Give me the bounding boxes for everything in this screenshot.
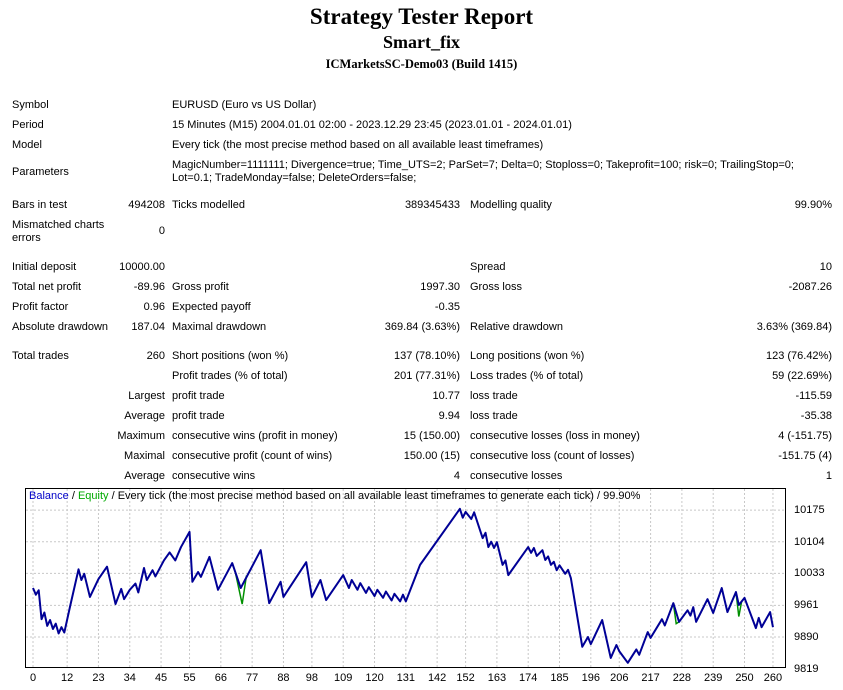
x-axis-label: 196 — [581, 672, 600, 684]
row-label: Total trades — [12, 350, 69, 362]
x-axis-label: 239 — [704, 672, 723, 684]
row-value: Average — [124, 470, 165, 482]
x-axis-label: 131 — [396, 672, 415, 684]
row-value: loss trade — [470, 410, 518, 422]
row-label: Profit factor — [12, 301, 69, 313]
x-axis-label: 0 — [29, 672, 37, 684]
row-value: 4 (-151.75) — [778, 430, 832, 442]
row-value: 4 — [453, 470, 460, 482]
report-row — [0, 350, 843, 363]
row-value: 9.94 — [438, 410, 460, 422]
report-row — [0, 301, 843, 314]
row-value: 137 (78.10%) — [393, 350, 460, 362]
balance-line — [33, 509, 773, 663]
x-axis-label: 250 — [735, 672, 754, 684]
row-value: 369.84 (3.63%) — [384, 321, 460, 333]
x-axis-label: 23 — [92, 672, 105, 684]
row-value: -115.59 — [795, 390, 832, 402]
legend-separator-2: / — [108, 490, 118, 502]
row-value: Expected payoff — [172, 301, 251, 313]
equity-legend-label: Equity — [77, 490, 109, 502]
row-value: Short positions (won %) — [172, 350, 289, 362]
row-value: consecutive wins — [172, 470, 256, 482]
row-value: Maximum — [117, 430, 165, 442]
chart-legend — [29, 490, 640, 502]
x-axis-label: 260 — [763, 672, 783, 684]
x-axis-label: 120 — [365, 672, 384, 684]
row-value: 187.04 — [131, 321, 165, 333]
row-value: 201 (77.31%) — [393, 370, 460, 382]
row-value: 10000.00 — [119, 261, 165, 273]
row-value: -0.35 — [434, 301, 460, 313]
row-label: Initial deposit — [12, 261, 77, 273]
report-title: Strategy Tester Report — [309, 4, 534, 29]
x-axis-label: 66 — [214, 672, 227, 684]
row-value: -151.75 (4) — [778, 450, 832, 462]
x-axis-label: 163 — [487, 672, 507, 684]
report-row — [0, 119, 843, 132]
row-value: Maximal drawdown — [172, 321, 267, 333]
row-value: 260 — [146, 350, 165, 362]
legend-separator: / — [68, 490, 78, 502]
report-row — [0, 99, 843, 112]
row-wide-value: MagicNumber=1111111; Divergence=true; Time_UTS=2; ParSet=7; Delta=0; Stoploss=0; Takeprofit=100; risk=0; TrailingStop=0; Lot=0.1; TradeMonday=false; DeleteOrders=false; — [172, 159, 794, 184]
report-row — [0, 139, 843, 152]
report-row — [0, 370, 843, 383]
row-value: profit trade — [172, 390, 225, 402]
balance-legend-label: Balance — [29, 490, 69, 502]
report-row — [0, 470, 843, 483]
row-value: Relative drawdown — [470, 321, 563, 333]
y-axis-label: 10175 — [794, 504, 825, 517]
row-value: Modelling quality — [470, 199, 552, 211]
report-row — [0, 261, 843, 274]
x-axis-label: 98 — [305, 672, 319, 684]
row-value: profit trade — [172, 410, 225, 422]
server-build: ICMarketsSC-Demo03 (Build 1415) — [325, 57, 518, 71]
report-row — [0, 219, 843, 244]
y-axis-label: 9961 — [794, 599, 819, 612]
row-value: 0.96 — [143, 301, 165, 313]
row-value: 1 — [825, 470, 832, 482]
row-label: Total net profit — [12, 281, 82, 293]
row-value: 10 — [819, 261, 832, 273]
x-axis-label: 77 — [246, 672, 259, 684]
row-value: consecutive losses (loss in money) — [470, 430, 640, 442]
row-wide-value: 15 Minutes (M15) 2004.01.01 02:00 - 2023.12.29 23:45 (2023.01.01 - 2024.01.01) — [172, 119, 572, 131]
y-axis-label: 9890 — [794, 631, 819, 643]
x-axis-label: 228 — [672, 672, 692, 684]
row-label: Symbol — [12, 99, 49, 111]
x-axis-label: 34 — [123, 672, 136, 684]
row-value: 1997.30 — [420, 281, 460, 293]
row-value: Ticks modelled — [172, 199, 245, 211]
row-label: Bars in test — [12, 199, 68, 211]
row-value: 0 — [158, 225, 165, 237]
x-axis-label: 174 — [519, 672, 538, 684]
row-value: consecutive losses — [470, 470, 563, 482]
report-row — [0, 450, 843, 463]
y-axis-label: 10104 — [794, 535, 825, 548]
row-value: 59 (22.69%) — [772, 370, 832, 382]
row-value: Maximal — [124, 450, 165, 462]
x-axis-label: 55 — [183, 672, 196, 684]
x-axis-label: 45 — [154, 672, 168, 684]
row-label: Parameters — [12, 166, 69, 178]
row-value: 123 (76.42%) — [765, 350, 832, 362]
row-label: Model — [12, 139, 42, 151]
y-axis-label: 9819 — [794, 662, 819, 675]
row-value: Long positions (won %) — [470, 350, 585, 362]
x-axis-label: 217 — [641, 672, 660, 684]
expert-name: Smart_fix — [383, 32, 460, 52]
legend-description: Every tick (the most precise method based on all available least timeframes to generate each tick) / 99.90% — [117, 490, 641, 502]
report-row — [0, 410, 843, 423]
report-row — [0, 199, 843, 212]
y-axis-label: 10033 — [794, 567, 825, 580]
row-wide-value: EURUSD (Euro vs US Dollar) — [172, 99, 317, 111]
row-value: Average — [124, 410, 165, 422]
chart-plot-area — [25, 488, 786, 668]
x-axis-label: 206 — [610, 672, 629, 684]
chart-svg — [26, 489, 785, 667]
x-axis-label: 152 — [456, 672, 475, 684]
row-value: consecutive wins (profit in money) — [172, 430, 338, 442]
report-row — [0, 321, 843, 334]
row-value: consecutive profit (count of wins) — [172, 450, 333, 462]
row-value: 15 (150.00) — [403, 430, 460, 442]
row-value: 99.90% — [794, 199, 832, 211]
row-value: Largest — [128, 390, 165, 402]
report-row — [0, 390, 843, 403]
report-row — [0, 430, 843, 443]
row-value: 389345433 — [404, 199, 460, 211]
row-value: 494208 — [128, 199, 165, 211]
row-value: Gross profit — [172, 281, 229, 293]
row-value: 10.77 — [432, 390, 460, 402]
row-value: Spread — [470, 261, 506, 273]
balance-equity-chart — [25, 488, 825, 684]
x-axis-label: 185 — [550, 672, 569, 684]
row-label: Period — [12, 119, 44, 131]
row-label: Mismatched charts errors — [12, 219, 105, 244]
row-value: 3.63% (369.84) — [756, 321, 832, 333]
x-axis-label: 109 — [334, 672, 353, 684]
x-axis-label: 88 — [277, 672, 290, 684]
row-value: -2087.26 — [788, 281, 832, 293]
row-value: Gross loss — [470, 281, 522, 293]
row-value: consecutive loss (count of losses) — [470, 450, 635, 462]
row-wide-value: Every tick (the most precise method based on all available least timeframes) — [172, 139, 544, 151]
x-axis-label: 142 — [427, 672, 447, 684]
row-label: Absolute drawdown — [12, 321, 109, 333]
row-value: Loss trades (% of total) — [470, 370, 584, 382]
row-value: loss trade — [470, 390, 518, 402]
row-value: -89.96 — [133, 281, 165, 293]
x-axis-label: 12 — [61, 672, 74, 684]
report-row — [0, 159, 843, 184]
report-row — [0, 281, 843, 294]
row-value: Profit trades (% of total) — [172, 370, 288, 382]
row-value: -35.38 — [800, 410, 832, 422]
row-value: 150.00 (15) — [403, 450, 460, 462]
